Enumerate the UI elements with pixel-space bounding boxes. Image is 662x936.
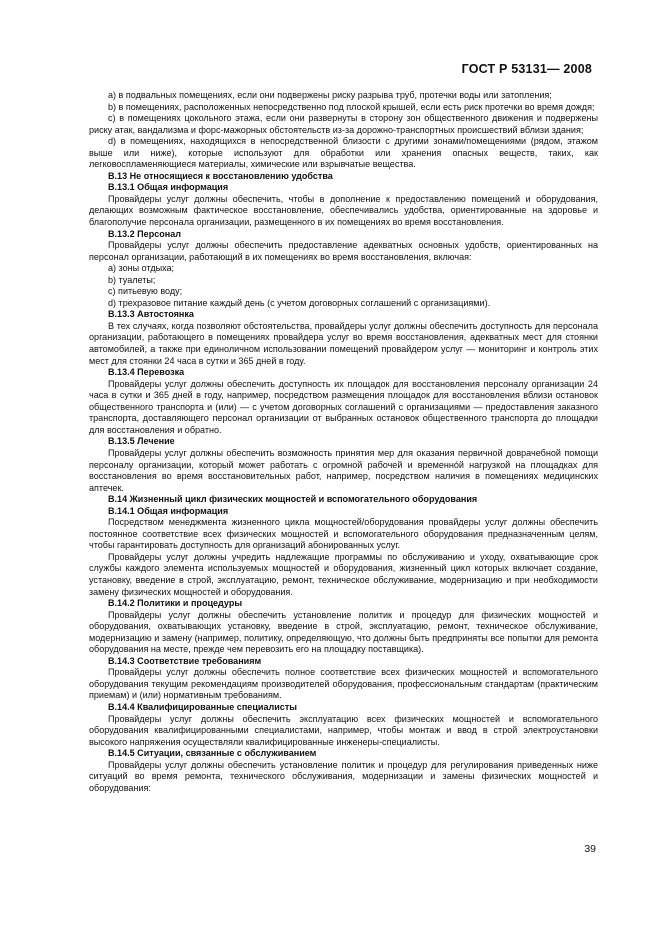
paragraph-b14-1a: Посредством менеджмента жизненного цикла мощностей/оборудования провайдеры услуг должны обеспечить постоянное соответствие всех физических мощностей и вспомогательного оборудования предназначенным целям, чтобы гарантировать доступность для организаций абонированных услуг.: [89, 517, 598, 551]
list-item-c-ground-floor: с) в помещениях цокольного этажа, если они развернуты в сторону зон общественного движения и подвержены риску атак, вандализма и форс-мажорных обстоятельств из-за дорожно-транспортных происшествий вблизи здания;: [89, 113, 598, 135]
section-heading-b13: В.13 Не относящиеся к восстановлению удобства: [108, 170, 333, 181]
section-heading-b13-4: В.13.4 Перевозка: [108, 367, 185, 378]
section-heading-b14-1: В.14.1 Общая информация: [108, 505, 229, 516]
list-item-meals: d) трехразовое питание каждый день (с учетом договорных соглашений с организациями).: [108, 297, 491, 308]
list-item-a-basement: а) в подвальных помещениях, если они подвержены риску разрыва труб, протечки воды или затопления;: [108, 90, 552, 100]
section-heading-b14-3: В.14.3 Соответствие требованиям: [108, 655, 262, 666]
section-heading-b14-4: В.14.4 Квалифицированные специалисты: [108, 701, 297, 712]
paragraph-b14-5: Провайдеры услуг должны обеспечить установление политик и процедур для регулирования приведенных ниже ситуаций во время ремонта, технического обслуживания, модернизации и замены физических мощностей и оборудования:: [89, 759, 598, 793]
paragraph-b13-1: Провайдеры услуг должны обеспечить, чтобы в дополнение к предоставлению помещений и оборудования, делающих возможным фактическое восстановление, обеспечивались удобства, ориентированные на здоровье и благополучие персонала организации, размещенного в их помещениях во время восстановления.: [89, 193, 598, 228]
document-header: ГОСТ Р 53131— 2008: [461, 62, 592, 76]
paragraph-b14-1b: Провайдеры услуг должны учредить надлежащие программы по обслуживанию и уходу, охватывающие срок службы каждого элемента используемых мощностей и оборудования, жизненный цикл которых включает создание, установку, введение в строй, эксплуатацию, ремонт, техническое обслуживание, модернизацию и при необходимости замену физических мощностей и оборудования.: [89, 551, 598, 597]
paragraph-b13-4: Провайдеры услуг должны обеспечить доступность их площадок для восстановления персоналу организации 24 часа в сутки и 365 дней в году, например, посредством размещения площадок для восстановления вблизи остановок общественного транспорта и (или) — с учетом договорных соглашений с организациями — предоставления заказного транспорта, доставляющего персонал организации от выбранных остановок общественного транспорта до площадки для восстановления и обратно.: [89, 378, 598, 435]
paragraph-b13-5: Провайдеры услуг должны обеспечить возможность принятия мер для оказания первичной доврачебной помощи персоналу организации, который может работать с огромной рабочей и временно́й нагрузкой на площадках для восстановления во время восстановительных работ, например, посредством наличия в помещениях медицинских аптечек.: [89, 447, 598, 493]
section-heading-b14-5: В.14.5 Ситуации, связанные с обслуживанием: [108, 748, 317, 759]
paragraph-b13-3: В тех случаях, когда позволяют обстоятельства, провайдеры услуг должны обеспечить доступность для персонала организации, работающего в помещениях провайдера услуг во время восстановления, адекватных мест для стоянки автомобилей, а также при единоличном использовании помещений провайдером услуг — мониторинг и контроль этих мест для стоянки 24 часа в сутки и 365 дней в году.: [89, 320, 598, 366]
list-item-d-hazardous: d) в помещениях, находящихся в непосредственной близости с другими зонами/помещениями (рядом, этажом выше или ниже), которые используют для обработки или хранения опасных веществ, таких, как легковоспламеняющиеся материалы, химические или взрывчатые вещества.: [89, 136, 598, 170]
list-item-toilets: b) туалеты;: [108, 274, 156, 285]
paragraph-b14-2: Провайдеры услуг должны обеспечить установление политик и процедур для физических мощностей и оборудования, охватывающих установку, введение в строй, эксплуатацию, ремонт, техническое обслуживание, модернизацию и замену (например, политику, определяющую, что должны быть предприняты все попытки для ремонта оборудования на месте, прежде чем перевозить его на площадку поставщика).: [89, 609, 598, 655]
list-item-b-roof: b) в помещениях, расположенных непосредственно под плоской крышей, если есть риск протечки во время дождя;: [108, 101, 595, 112]
list-item-rest-areas: а) зоны отдыха;: [108, 263, 175, 274]
section-heading-b13-5: В.13.5 Лечение: [108, 436, 175, 447]
section-heading-b14: В.14 Жизненный цикл физических мощностей и вспомогательного оборудования: [108, 494, 478, 505]
section-heading-b14-2: В.14.2 Политики и процедуры: [108, 598, 243, 609]
page-body: [89, 90, 598, 794]
list-item-water: с) питьевую воду;: [108, 286, 183, 297]
paragraph-b14-3: Провайдеры услуг должны обеспечить полное соответствие всех физических мощностей и вспомогательного оборудования текущим рекомендациям производителей оборудования, профессиональным стандартам (практическим приемам) и (или) нормативным требованиям.: [89, 667, 598, 701]
paragraph-b14-4: Провайдеры услуг должны обеспечить эксплуатацию всех физических мощностей и вспомогательного оборудования квалифицированными специалистами, например, чтобы монтаж и ввод в строй электроустановки высокого напряжения осуществляли квалифицированные инженеры-специалисты.: [89, 713, 598, 747]
section-heading-b13-1: В.13.1 Общая информация: [108, 182, 229, 193]
paragraph-b13-2: Провайдеры услуг должны обеспечить предоставление адекватных основных удобств, ориентированных на персонал организации, работающий в их помещениях во время восстановления, включая:: [89, 240, 598, 262]
section-heading-b13-2: В.13.2 Персонал: [108, 228, 182, 239]
page-number: 39: [584, 843, 596, 855]
section-heading-b13-3: В.13.3 Автостоянка: [108, 309, 194, 320]
